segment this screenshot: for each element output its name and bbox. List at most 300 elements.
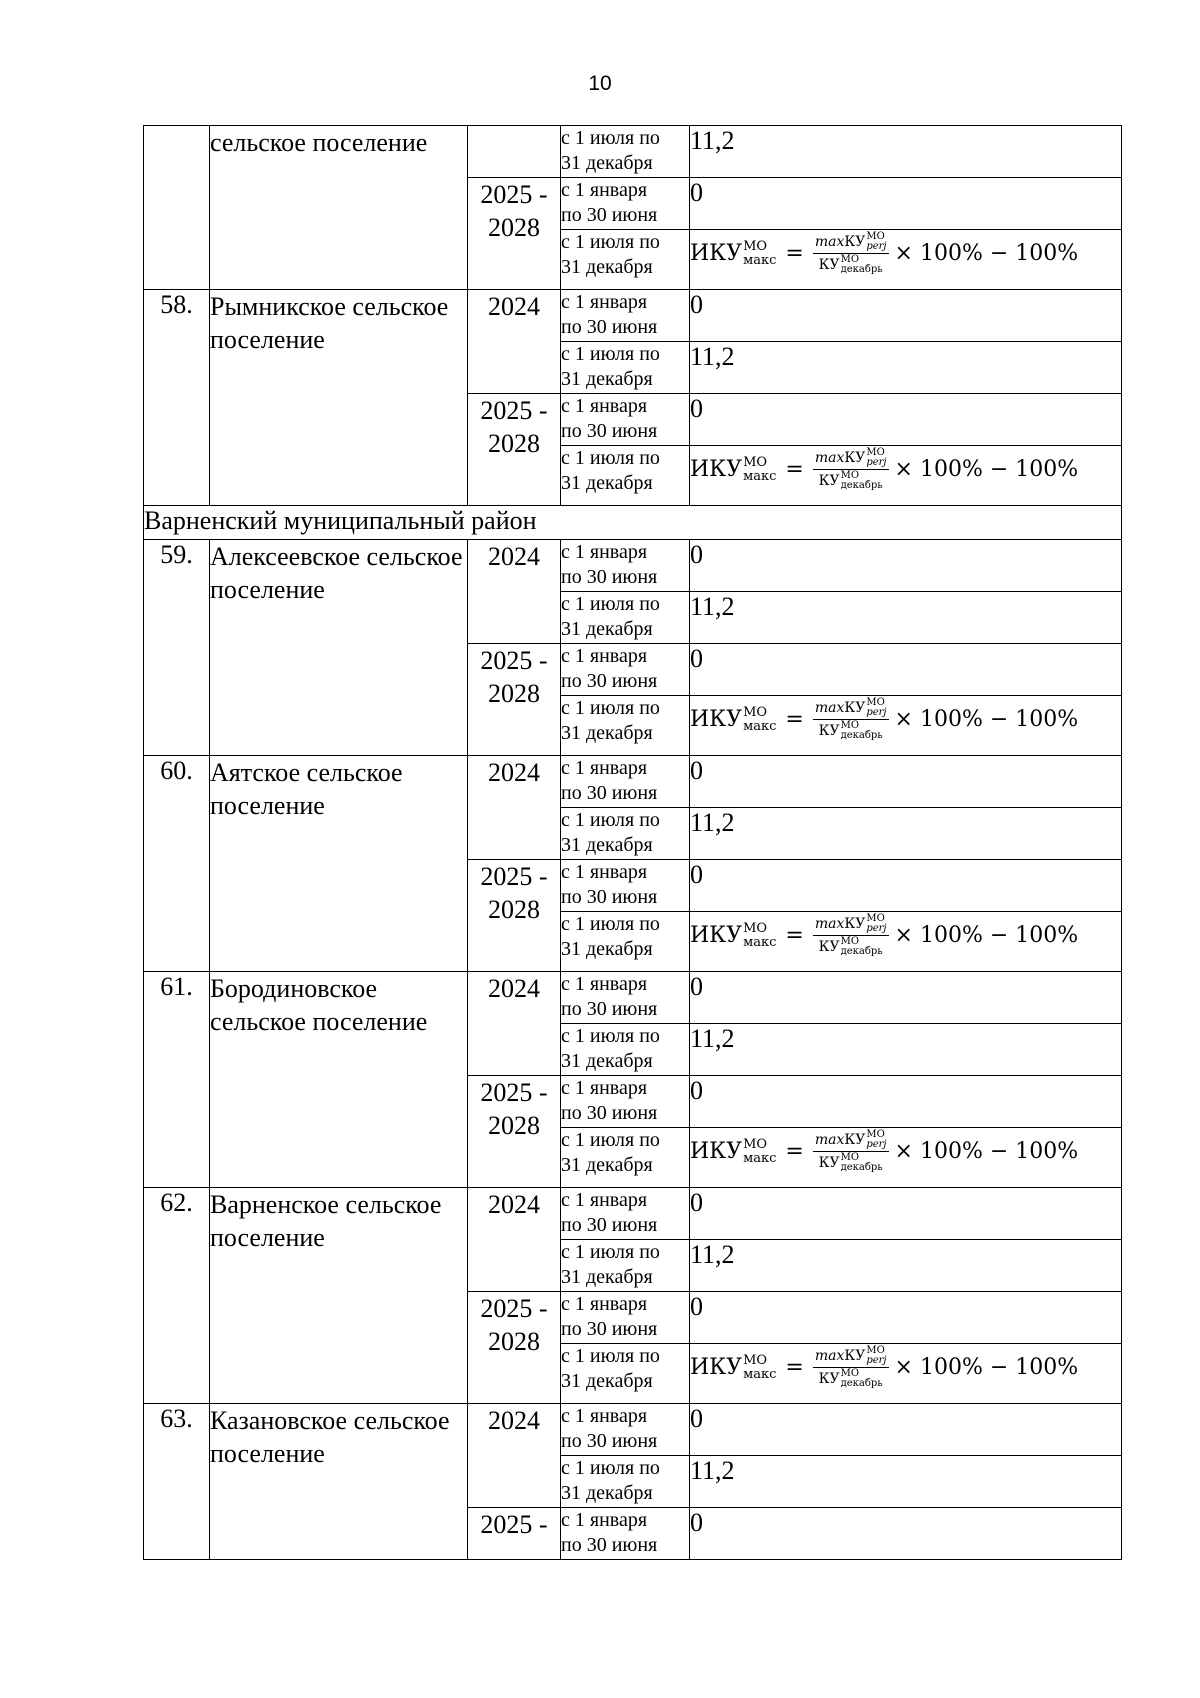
period-line: с 1 января bbox=[561, 179, 648, 201]
period-line: с 1 января bbox=[561, 1189, 648, 1211]
value-cell bbox=[690, 178, 1122, 230]
formula-num-sup: МО bbox=[866, 913, 885, 924]
formula-tail: × 100% − 100% bbox=[894, 457, 1079, 482]
formula-den-base: КУ bbox=[818, 939, 840, 955]
formula-den-indices bbox=[841, 1369, 883, 1389]
table-row bbox=[144, 1404, 1122, 1456]
period-cell bbox=[561, 592, 690, 644]
period-cell bbox=[561, 1404, 690, 1456]
formula-den-sup: МО bbox=[840, 1152, 860, 1163]
rate-value: 0 bbox=[690, 178, 703, 207]
year-cell bbox=[468, 1292, 561, 1404]
period-line: с 1 июля по bbox=[561, 1241, 660, 1263]
period-cell bbox=[561, 1076, 690, 1128]
settlement-name: Рымникское сельское поселение bbox=[210, 292, 449, 354]
row-number: 61. bbox=[160, 972, 193, 1001]
rate-value: 0 bbox=[690, 972, 703, 1001]
value-cell bbox=[690, 394, 1122, 446]
year-label: 2025 - 2028 bbox=[480, 646, 548, 708]
formula-num-base: КУ bbox=[844, 916, 866, 932]
formula-max: max bbox=[814, 1132, 845, 1148]
row-number-cell bbox=[144, 972, 210, 1188]
year-cell bbox=[468, 972, 561, 1076]
period-cell bbox=[561, 860, 690, 912]
settlement-name-cell bbox=[210, 1404, 468, 1560]
rate-value: 11,2 bbox=[690, 1456, 735, 1485]
period-line: по 30 июня bbox=[561, 1214, 658, 1236]
formula-fraction bbox=[813, 448, 889, 491]
period-line: 31 декабря bbox=[561, 1482, 653, 1504]
value-cell bbox=[690, 1240, 1122, 1292]
formula-lhs: ИКУ bbox=[690, 1139, 743, 1164]
period-line: с 1 июля по bbox=[561, 127, 660, 149]
period-line: с 1 июля по bbox=[561, 447, 660, 469]
formula-lhs-sub: макс bbox=[743, 1366, 777, 1382]
period-line: с 1 июля по bbox=[561, 1457, 660, 1479]
period-cell bbox=[561, 808, 690, 860]
formula-den-indices bbox=[841, 721, 883, 741]
period-line: 31 декабря bbox=[561, 938, 653, 960]
row-number-cell bbox=[144, 540, 210, 756]
period-line: 31 декабря bbox=[561, 152, 653, 174]
page-number: 10 bbox=[588, 72, 612, 95]
formula-max: max bbox=[814, 700, 845, 716]
period-line: 31 декабря bbox=[561, 1154, 653, 1176]
formula-num-sub: perj bbox=[866, 923, 887, 934]
year-label: 2025 - bbox=[480, 1510, 548, 1539]
row-number-cell bbox=[144, 1404, 210, 1560]
district-header: Варненский муниципальный район bbox=[144, 506, 1122, 540]
period-line: с 1 января bbox=[561, 973, 648, 995]
year-cell bbox=[468, 644, 561, 756]
index-formula bbox=[690, 230, 1078, 275]
formula-tail: × 100% − 100% bbox=[894, 1355, 1079, 1380]
value-cell bbox=[690, 1076, 1122, 1128]
rate-value: 11,2 bbox=[690, 342, 735, 371]
period-cell bbox=[561, 446, 690, 506]
formula-cell bbox=[690, 230, 1122, 290]
settlement-name: сельское поселение bbox=[210, 128, 428, 157]
formula-num-base: КУ bbox=[844, 450, 866, 466]
rate-value: 0 bbox=[690, 540, 703, 569]
settlement-name-cell bbox=[210, 540, 468, 756]
year-cell bbox=[468, 290, 561, 394]
formula-lhs-sup: МО bbox=[743, 704, 768, 720]
formula-lhs-sub: макс bbox=[743, 718, 777, 734]
period-line: 31 декабря bbox=[561, 472, 653, 494]
value-cell bbox=[690, 644, 1122, 696]
formula-numerator bbox=[813, 698, 889, 720]
formula-den-base: КУ bbox=[818, 257, 840, 273]
year-label: 2024 bbox=[488, 542, 540, 571]
formula-tail: × 100% − 100% bbox=[894, 241, 1079, 266]
formula-den-base: КУ bbox=[818, 1371, 840, 1387]
settlement-name: Алексеевское сельское поселение bbox=[210, 542, 463, 604]
period-cell bbox=[561, 290, 690, 342]
period-cell bbox=[561, 1456, 690, 1508]
formula-lhs-indices bbox=[743, 240, 776, 268]
value-cell bbox=[690, 1404, 1122, 1456]
formula-tail: × 100% − 100% bbox=[894, 1139, 1079, 1164]
formula-numerator bbox=[813, 232, 889, 254]
settlement-name: Варненское сельское поселение bbox=[210, 1190, 442, 1252]
year-cell bbox=[468, 1188, 561, 1292]
formula-denominator bbox=[817, 936, 885, 957]
row-number: 60. bbox=[160, 756, 193, 785]
period-line: по 30 июня bbox=[561, 566, 658, 588]
row-number: 62. bbox=[160, 1188, 193, 1217]
period-cell bbox=[561, 540, 690, 592]
period-line: по 30 июня bbox=[561, 998, 658, 1020]
table-row bbox=[144, 126, 1122, 178]
value-cell bbox=[690, 1024, 1122, 1076]
formula-num-base: КУ bbox=[844, 700, 866, 716]
period-line: с 1 июля по bbox=[561, 1025, 660, 1047]
formula-den-sub: декабрь bbox=[840, 264, 883, 275]
period-line: по 30 июня bbox=[561, 1318, 658, 1340]
year-cell bbox=[468, 860, 561, 972]
period-cell bbox=[561, 1128, 690, 1188]
formula-den-base: КУ bbox=[818, 1155, 840, 1171]
rate-value: 11,2 bbox=[690, 126, 735, 155]
settlement-name: Казановское сельское поселение bbox=[210, 1406, 450, 1468]
year-label: 2025 - 2028 bbox=[480, 180, 548, 242]
formula-lhs-indices bbox=[743, 706, 776, 734]
period-line: 31 декабря bbox=[561, 368, 653, 390]
formula-denominator bbox=[817, 1368, 885, 1389]
year-cell bbox=[468, 178, 561, 290]
period-line: с 1 июля по bbox=[561, 913, 660, 935]
year-label: 2024 bbox=[488, 758, 540, 787]
year-label: 2025 - 2028 bbox=[480, 862, 548, 924]
period-cell bbox=[561, 1240, 690, 1292]
settlement-name-cell bbox=[210, 290, 468, 506]
formula-lhs: ИКУ bbox=[690, 241, 743, 266]
formula-denominator bbox=[817, 720, 885, 741]
rate-value: 11,2 bbox=[690, 592, 735, 621]
period-line: с 1 июля по bbox=[561, 1129, 660, 1151]
rate-value: 0 bbox=[690, 860, 703, 889]
year-label: 2024 bbox=[488, 974, 540, 1003]
district-row bbox=[144, 506, 1122, 540]
formula-num-base: КУ bbox=[844, 1132, 866, 1148]
table-row bbox=[144, 290, 1122, 342]
value-cell bbox=[690, 126, 1122, 178]
formula-num-sup: МО bbox=[866, 231, 885, 242]
settlement-name: Аятское сельское поселение bbox=[210, 758, 403, 820]
period-cell bbox=[561, 756, 690, 808]
period-cell bbox=[561, 1508, 690, 1560]
formula-lhs-indices bbox=[743, 1354, 776, 1382]
settlement-name-cell bbox=[210, 756, 468, 972]
year-label: 2024 bbox=[488, 1190, 540, 1219]
settlement-name: Бородиновское сельское поселение bbox=[210, 974, 428, 1036]
period-cell bbox=[561, 178, 690, 230]
period-line: с 1 января bbox=[561, 757, 648, 779]
settlement-name-cell bbox=[210, 1188, 468, 1404]
formula-lhs-indices bbox=[743, 922, 776, 950]
formula-denominator bbox=[817, 470, 885, 491]
formula-cell bbox=[690, 912, 1122, 972]
formula-equals: = bbox=[785, 707, 804, 732]
period-line: 31 декабря bbox=[561, 618, 653, 640]
formula-den-sub: декабрь bbox=[840, 730, 883, 741]
rate-value: 0 bbox=[690, 1076, 703, 1105]
formula-num-indices bbox=[866, 914, 886, 934]
formula-fraction bbox=[813, 698, 889, 741]
formula-cell bbox=[690, 1344, 1122, 1404]
rate-value: 0 bbox=[690, 1292, 703, 1321]
value-cell bbox=[690, 1508, 1122, 1560]
formula-den-sup: МО bbox=[840, 720, 860, 731]
formula-den-sub: декабрь bbox=[840, 946, 883, 957]
index-formula bbox=[690, 912, 1078, 957]
formula-den-indices bbox=[841, 471, 883, 491]
year-label: 2025 - 2028 bbox=[480, 1078, 548, 1140]
formula-den-base: КУ bbox=[818, 723, 840, 739]
period-line: 31 декабря bbox=[561, 1266, 653, 1288]
formula-fraction bbox=[813, 1130, 889, 1173]
year-cell bbox=[468, 126, 561, 178]
tariff-table bbox=[143, 125, 1122, 1560]
formula-lhs-indices bbox=[743, 1138, 776, 1166]
period-line: с 1 июля по bbox=[561, 697, 660, 719]
period-line: по 30 июня bbox=[561, 204, 658, 226]
formula-den-sup: МО bbox=[840, 1368, 860, 1379]
table-row bbox=[144, 756, 1122, 808]
formula-num-sub: perj bbox=[866, 457, 887, 468]
formula-cell bbox=[690, 446, 1122, 506]
period-cell bbox=[561, 342, 690, 394]
period-line: 31 декабря bbox=[561, 722, 653, 744]
formula-denominator bbox=[817, 254, 885, 275]
index-formula bbox=[690, 446, 1078, 491]
formula-lhs: ИКУ bbox=[690, 1355, 743, 1380]
period-line: по 30 июня bbox=[561, 1430, 658, 1452]
year-cell bbox=[468, 756, 561, 860]
value-cell bbox=[690, 1188, 1122, 1240]
value-cell bbox=[690, 290, 1122, 342]
formula-lhs: ИКУ bbox=[690, 457, 743, 482]
formula-lhs-sub: макс bbox=[743, 934, 777, 950]
formula-lhs-sub: макс bbox=[743, 1150, 777, 1166]
formula-fraction bbox=[813, 1346, 889, 1389]
period-cell bbox=[561, 126, 690, 178]
formula-max: max bbox=[814, 234, 845, 250]
formula-tail: × 100% − 100% bbox=[894, 707, 1079, 732]
period-cell bbox=[561, 1344, 690, 1404]
period-line: 31 декабря bbox=[561, 1050, 653, 1072]
formula-equals: = bbox=[785, 1139, 804, 1164]
value-cell bbox=[690, 1292, 1122, 1344]
year-cell bbox=[468, 394, 561, 506]
value-cell bbox=[690, 756, 1122, 808]
rate-value: 0 bbox=[690, 1508, 703, 1537]
formula-num-sup: МО bbox=[866, 1129, 885, 1140]
settlement-name-cell bbox=[210, 126, 468, 290]
value-cell bbox=[690, 342, 1122, 394]
settlement-name-cell bbox=[210, 972, 468, 1188]
period-cell bbox=[561, 696, 690, 756]
period-cell bbox=[561, 1188, 690, 1240]
rate-value: 0 bbox=[690, 644, 703, 673]
period-line: с 1 января bbox=[561, 395, 648, 417]
table-row bbox=[144, 972, 1122, 1024]
period-line: с 1 июля по bbox=[561, 231, 660, 253]
formula-lhs: ИКУ bbox=[690, 707, 743, 732]
period-line: с 1 января bbox=[561, 1293, 648, 1315]
formula-lhs-sup: МО bbox=[743, 454, 768, 470]
value-cell bbox=[690, 808, 1122, 860]
row-number: 58. bbox=[160, 290, 193, 319]
period-line: с 1 июля по bbox=[561, 593, 660, 615]
formula-num-sub: perj bbox=[866, 241, 887, 252]
formula-max: max bbox=[814, 450, 845, 466]
year-label: 2024 bbox=[488, 292, 540, 321]
period-line: по 30 июня bbox=[561, 1102, 658, 1124]
formula-fraction bbox=[813, 914, 889, 957]
rate-value: 11,2 bbox=[690, 808, 735, 837]
formula-equals: = bbox=[785, 923, 804, 948]
year-label: 2025 - 2028 bbox=[480, 396, 548, 458]
formula-max: max bbox=[814, 916, 845, 932]
formula-num-sub: perj bbox=[866, 707, 887, 718]
formula-den-base: КУ bbox=[818, 473, 840, 489]
period-cell bbox=[561, 1292, 690, 1344]
formula-max: max bbox=[814, 1348, 845, 1364]
period-line: по 30 июня bbox=[561, 1534, 658, 1556]
rate-value: 11,2 bbox=[690, 1240, 735, 1269]
formula-num-indices bbox=[866, 1130, 886, 1150]
period-cell bbox=[561, 972, 690, 1024]
rate-value: 0 bbox=[690, 1188, 703, 1217]
period-line: по 30 июня bbox=[561, 420, 658, 442]
row-number: 59. bbox=[160, 540, 193, 569]
rate-value: 0 bbox=[690, 290, 703, 319]
formula-equals: = bbox=[785, 1355, 804, 1380]
row-number-cell bbox=[144, 126, 210, 290]
year-label: 2025 - 2028 bbox=[480, 1294, 548, 1356]
formula-den-indices bbox=[841, 937, 883, 957]
formula-num-indices bbox=[866, 232, 886, 252]
period-cell bbox=[561, 912, 690, 972]
formula-lhs-indices bbox=[743, 456, 776, 484]
formula-lhs-sup: МО bbox=[743, 1136, 768, 1152]
formula-num-sup: МО bbox=[866, 1345, 885, 1356]
formula-lhs-sup: МО bbox=[743, 1352, 768, 1368]
formula-fraction bbox=[813, 232, 889, 275]
formula-num-indices bbox=[866, 1346, 886, 1366]
formula-den-indices bbox=[841, 1153, 883, 1173]
period-cell bbox=[561, 1024, 690, 1076]
row-number-cell bbox=[144, 290, 210, 506]
period-line: с 1 июля по bbox=[561, 809, 660, 831]
formula-den-sup: МО bbox=[840, 470, 860, 481]
rate-value: 0 bbox=[690, 394, 703, 423]
value-cell bbox=[690, 972, 1122, 1024]
formula-num-base: КУ bbox=[844, 1348, 866, 1364]
period-cell bbox=[561, 394, 690, 446]
rate-value: 0 bbox=[690, 1404, 703, 1433]
period-line: с 1 января bbox=[561, 1509, 648, 1531]
period-line: 31 декабря bbox=[561, 834, 653, 856]
period-line: с 1 января bbox=[561, 1405, 648, 1427]
value-cell bbox=[690, 1456, 1122, 1508]
formula-numerator bbox=[813, 448, 889, 470]
period-line: по 30 июня bbox=[561, 782, 658, 804]
year-cell bbox=[468, 1076, 561, 1188]
rate-value: 11,2 bbox=[690, 1024, 735, 1053]
value-cell bbox=[690, 540, 1122, 592]
value-cell bbox=[690, 592, 1122, 644]
period-line: с 1 января bbox=[561, 541, 648, 563]
year-cell bbox=[468, 1508, 561, 1560]
formula-den-sub: декабрь bbox=[840, 480, 883, 491]
period-line: с 1 июля по bbox=[561, 343, 660, 365]
formula-num-sup: МО bbox=[866, 447, 885, 458]
period-line: с 1 июля по bbox=[561, 1345, 660, 1367]
formula-numerator bbox=[813, 1346, 889, 1368]
period-line: 31 декабря bbox=[561, 256, 653, 278]
table-row bbox=[144, 1188, 1122, 1240]
table-row bbox=[144, 540, 1122, 592]
period-line: с 1 января bbox=[561, 861, 648, 883]
formula-numerator bbox=[813, 1130, 889, 1152]
period-line: с 1 января bbox=[561, 645, 648, 667]
row-number: 63. bbox=[160, 1404, 193, 1433]
formula-den-indices bbox=[841, 255, 883, 275]
period-line: по 30 июня bbox=[561, 670, 658, 692]
formula-num-sup: МО bbox=[866, 697, 885, 708]
value-cell bbox=[690, 860, 1122, 912]
formula-num-sub: perj bbox=[866, 1139, 887, 1150]
row-number-cell bbox=[144, 756, 210, 972]
period-line: 31 декабря bbox=[561, 1370, 653, 1392]
formula-lhs-sup: МО bbox=[743, 238, 768, 254]
formula-numerator bbox=[813, 914, 889, 936]
rate-value: 0 bbox=[690, 756, 703, 785]
formula-cell bbox=[690, 1128, 1122, 1188]
formula-num-indices bbox=[866, 448, 886, 468]
formula-equals: = bbox=[785, 457, 804, 482]
period-line: с 1 января bbox=[561, 291, 648, 313]
year-cell bbox=[468, 1404, 561, 1508]
period-cell bbox=[561, 644, 690, 696]
formula-num-base: КУ bbox=[844, 234, 866, 250]
index-formula bbox=[690, 1344, 1078, 1389]
period-line: по 30 июня bbox=[561, 316, 658, 338]
formula-lhs-sub: макс bbox=[743, 252, 777, 268]
formula-equals: = bbox=[785, 241, 804, 266]
year-cell bbox=[468, 540, 561, 644]
period-cell bbox=[561, 230, 690, 290]
formula-num-indices bbox=[866, 698, 886, 718]
period-line: с 1 января bbox=[561, 1077, 648, 1099]
formula-den-sup: МО bbox=[840, 936, 860, 947]
formula-num-sub: perj bbox=[866, 1355, 887, 1366]
period-line: по 30 июня bbox=[561, 886, 658, 908]
formula-lhs-sup: МО bbox=[743, 920, 768, 936]
formula-lhs-sub: макс bbox=[743, 468, 777, 484]
index-formula bbox=[690, 1128, 1078, 1173]
year-label: 2024 bbox=[488, 1406, 540, 1435]
formula-den-sub: декабрь bbox=[840, 1162, 883, 1173]
formula-tail: × 100% − 100% bbox=[894, 923, 1079, 948]
formula-den-sub: декабрь bbox=[840, 1378, 883, 1389]
row-number-cell bbox=[144, 1188, 210, 1404]
formula-lhs: ИКУ bbox=[690, 923, 743, 948]
formula-denominator bbox=[817, 1152, 885, 1173]
